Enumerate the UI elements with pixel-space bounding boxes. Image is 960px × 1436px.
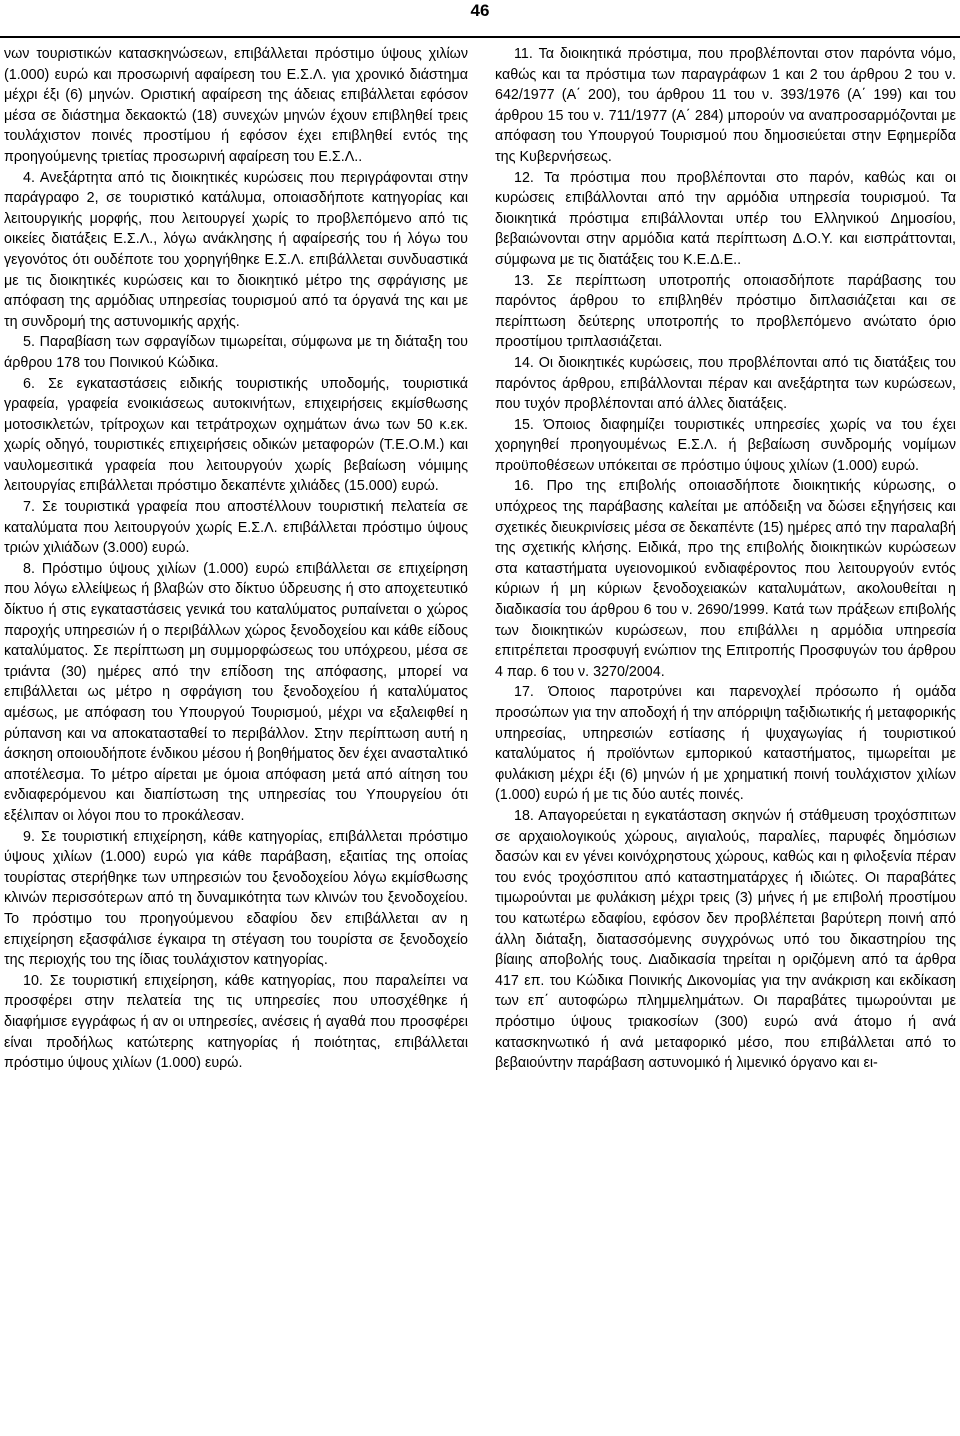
- paragraph: νων τουριστικών κατασκηνώσεων, επιβάλλεται πρόστιμο ύψους χιλίων (1.000) ευρώ και προσωρινή αφαίρεση του Ε.Σ.Λ. για χρονικό διάστημα μέχρι έξι (6) μηνών. Οριστική αφαίρεση της άδειας επιβάλλεται εφόσον μέσα σε διάστημα δεκαοκτώ (18) συνεχών μηνών έχουν επιβληθεί τρεις τουλάχιστον ποινές προστίμου ή εφόσον έχει επιβληθεί εντός της προηγούμενης τριετίας προσωρινή αφαίρεση του Ε.Σ.Λ..: [4, 46, 468, 165]
- right-column: [495, 44, 956, 1074]
- header-rule: [0, 36, 960, 38]
- paragraph: 11. Τα διοικητικά πρόστιμα, που προβλέπονται στον παρόντα νόμο, καθώς και τα πρόστιμα των παραγράφων 1 και 2 του άρθρου 2 του ν. 642/1977 (Α΄ 200), του άρθρου 11 του ν. 393/1976 (Α΄ 199) και του άρθρου 15 του ν. 711/1977 (Α΄ 284) μπορούν να αναπροσαρμόζονται με απόφαση του Υπουργού Τουρισμού που δημοσιεύεται στην Εφημερίδα της Κυβερνήσεως.: [495, 46, 956, 165]
- paragraph: 8. Πρόστιμο ύψους χιλίων (1.000) ευρώ επιβάλλεται σε επιχείρηση που λόγω ελλείψεως ή βλαβών στο δίκτυο ύδρευσης ή στο αποχετευτικό δίκτυο ή στις εγκαταστάσεις γενικά του καταλύματος ρυπαίνεται ο χώρος παροχής υπηρεσιών ή ο περιβάλλων χώρος ξενοδοχείου και κάθε είδους καταλύματος. Σε περίπτωση μη συμμορφώσεως του υπόχρεου, μέσα σε τριάντα (30) ημέρες από την επίδοση της απόφασης, μπορεί να επιβάλλεται ως μέτρο η σφράγιση του ξενοδοχείου ή καταλύματος αμέσως, με απόφαση του Υπουργού Τουρισμού, μέχρι να εξαλειφθεί η ρύπανση και να αποκατασταθεί το περιβάλλον. Στην περίπτωση αυτή η άσκηση οποιουδήποτε ένδικου μέσου ή βοηθήματος δεν έχει ανασταλτικό αποτέλεσμα. Το μέτρο αίρεται με όμοια απόφαση μετά από αίτηση του ενδιαφερόμενου και διαπίστωση της υπηρεσίας του Υπουργείου ότι εξέλιπαν οι λόγοι που το προκάλεσαν.: [4, 560, 468, 824]
- paragraph: 5. Παραβίαση των σφραγίδων τιμωρείται, σύμφωνα με τη διάταξη του άρθρου 178 του Ποινικού Κώδικα.: [4, 334, 468, 371]
- left-column: [4, 44, 468, 1074]
- paragraph: 7. Σε τουριστικά γραφεία που αποστέλλουν τουριστική πελατεία σε καταλύματα που λειτουργούν χωρίς Ε.Σ.Λ. επιβάλλεται πρόστιμο ύψους τριών χιλιάδων (3.000) ευρώ.: [4, 499, 468, 557]
- paragraph: 6. Σε εγκαταστάσεις ειδικής τουριστικής υποδομής, τουριστικά γραφεία, γραφεία ενοικιάσεως αυτοκινήτων, επιχειρήσεις εκμίσθωσης μοτοσικλετών, τρίτροχων και τετράτροχων οχημάτων άνω των 50 κ.εκ. χωρίς οδηγό, τουριστικές επιχειρήσεις οδικών μεταφορών (Τ.Ε.Ο.Μ.) και ναυλομεσιτικά γραφεία που λειτουργούν χωρίς βεβαίωση νόμιμης λειτουργίας επιβάλλεται πρόστιμο δεκαπέντε χιλιάδες (15.000) ευρώ.: [4, 375, 468, 495]
- paragraph: 16. Προ της επιβολής οποιασδήποτε διοικητικής κύρωσης, ο υπόχρεος της παράβασης καλείται με απόδειξη να δώσει εξηγήσεις και σχετικές διευκρινίσεις μέσα σε δεκαπέντε (15) ημέρες από την παραλαβή της σχετικής κλήσης. Ειδικά, προ της επιβολής διοικητικών κυρώσεων στα καταστήματα υγειονομικού ενδιαφέροντος που λειτουργούν εντός κύριων ή μη κύριων ξενοδοχειακών καταλυμάτων, ακολουθείται η διαδικασία του άρθρου 6 του ν. 2690/1999. Κατά των πράξεων επιβολής των διοικητικών κυρώσεων, που επιβάλλει η αρμόδια υπηρεσία επιτρέπεται προσφυγή ενώπιον της Επιτροπής Προσφυγών του άρθρου 4 παρ. 6 του ν. 3270/2004.: [495, 478, 956, 680]
- paragraph: 18. Απαγορεύεται η εγκατάσταση σκηνών ή στάθμευση τροχόσπιτων σε αρχαιολογικούς χώρους, αιγιαλούς, παραλίες, παρυφές δημόσιων δασών και εν γένει κοινόχρηστους χώρους, καθώς και η φιλοξενία πέραν του ενός τροχόσπιτου από καταστηματάρχες ή ιδιώτες. Οι παραβάτες τιμωρούνται με φυλάκιση μέχρι τρεις (3) μήνες ή με επιβολή προστίμου του κατωτέρω εδαφίου, εφόσον δεν προβλέπεται βαρύτερη ποινή από άλλη διάταξη, διατασσόμενης συγχρόνως υπό του δικαστηρίου της βίαιης αποβολής τους. Διαδικασία τηρείται η οριζόμενη από τα άρθρα 417 επ. του Κώδικα Ποινικής Δικονομίας για την ανάκριση και εκδίκαση των επ΄ αυτοφώρω πλημμελημάτων. Οι παραβάτες τιμωρούνται με πρόστιμο ύψους τριακοσίων (300) ευρώ ανά άτομο ή ανά κατασκηνωτικό ή ανά μεταφορικό μέσο, που επιβάλλεται από το βεβαιούντην παράβαση αστυνομικό ή λιμενικό όργανο και ει-: [495, 807, 956, 1072]
- paragraph: 10. Σε τουριστική επιχείρηση, κάθε κατηγορίας, που παραλείπει να προσφέρει στην πελατεία της τις υπηρεσίες που υποσχέθηκε ή διαφήμισε εγγράφως ή αν οι υπηρεσίες, ανέσεις ή αγαθά που προσφέρει είναι προδήλως κατώτερης κατηγορίας ή ποιότητας, επιβάλλεται πρόστιμο ύψους χιλίων (1.000) ευρώ.: [4, 972, 468, 1072]
- paragraph: 9. Σε τουριστική επιχείρηση, κάθε κατηγορίας, επιβάλλεται πρόστιμο ύψους χιλίων (1.000) ευρώ για κάθε παράβαση, εξαιτίας της οποίας τουρίστας στερήθηκε των υπηρεσιών του ξενοδοχείου λόγω εκμίσθωσης κλινών περισσότερων από τη δυναμικότητα των κλινών του ξενοδοχείου. Το πρόστιμο του προηγούμενου εδαφίου δεν επιβάλλεται αν η επιχείρηση εξασφάλισε έγκαιρα τη στέγαση του τουρίστα σε ξενοδοχείο της περιοχής του της ίδιας τουλάχιστον κατηγορίας.: [4, 828, 468, 969]
- paragraph: 4. Ανεξάρτητα από τις διοικητικές κυρώσεις που περιγράφονται στην παράγραφο 2, σε τουριστικό κατάλυμα, οποιασδήποτε κατηγορίας και λειτουργικής μορφής, που λειτουργεί χωρίς το προβλεπόμενο από τις οικείες διατάξεις Ε.Σ.Λ., λόγω ανάκλησης ή αφαίρεσής του ή λόγω του γεγονότος ότι ουδέποτε του χορηγήθηκε Ε.Σ.Λ. επιβάλλεται συνδυαστικά με τις διοικητικές κυρώσεις και το διοικητικό μέτρο της σφράγισης με απόφαση της αρμόδιας υπηρεσίας τουρισμού από τα όργανά της και με τη συνδρομή της αστυνομικής αρχής.: [4, 169, 468, 330]
- paragraph: 12. Τα πρόστιμα που προβλέπονται στο παρόν, καθώς και οι κυρώσεις επιβάλλονται από την αρμόδια υπηρεσία τουρισμού. Τα διοικητικά πρόστιμα επιβάλλονται υπέρ του Ελληνικού Δημοσίου, βεβαιώνονται στην αρμόδια κατά περίπτωση Δ.Ο.Υ. και εισπράττονται, σύμφωνα με τις διατάξεις του Κ.Ε.Δ.Ε..: [495, 169, 956, 268]
- paragraph: 15. Όποιος διαφημίζει τουριστικές υπηρεσίες χωρίς να του έχει χορηγηθεί προηγουμένως Ε.Σ.Λ. ή βεβαίωση συνδρομής νομίμων προϋποθέσεων υπόκειται σε πρόστιμο ύψους χιλίων (1.000) ευρώ.: [495, 416, 956, 474]
- paragraph: 14. Οι διοικητικές κυρώσεις, που προβλέπονται από τις διατάξεις του παρόντος άρθρου, επιβάλλονται πέραν και ανεξάρτητα των κυρώσεων, που τυχόν προβλέπονται από άλλες διατάξεις.: [495, 354, 956, 413]
- paragraph: 17. Όποιος παροτρύνει και παρενοχλεί πρόσωπο ή ομάδα προσώπων για την αποδοχή ή την απόρριψη ταξιδιωτικής ή μεταφορικής υπηρεσίας, υπηρεσιών εστίασης ή ψυχαγωγίας ή τουριστικού καταλύματος ή προϊόντων εμπορικού καταστήματος, τιμωρείται με φυλάκιση μέχρι έξι (6) μηνών ή με χρηματική ποινή τουλάχιστον χιλίων (1.000) ευρώ ή με τις δύο αυτές ποινές.: [495, 684, 957, 804]
- page-number: 46: [470, 1, 490, 20]
- paragraph: 13. Σε περίπτωση υποτροπής οποιασδήποτε παράβασης του παρόντος άρθρου το επιβληθέν πρόστιμο διπλασιάζεται και σε περίπτωση δεύτερης υποτροπής το προβλεπόμενο ανώτατο όριο προστίμου τριπλασιάζεται.: [495, 272, 956, 351]
